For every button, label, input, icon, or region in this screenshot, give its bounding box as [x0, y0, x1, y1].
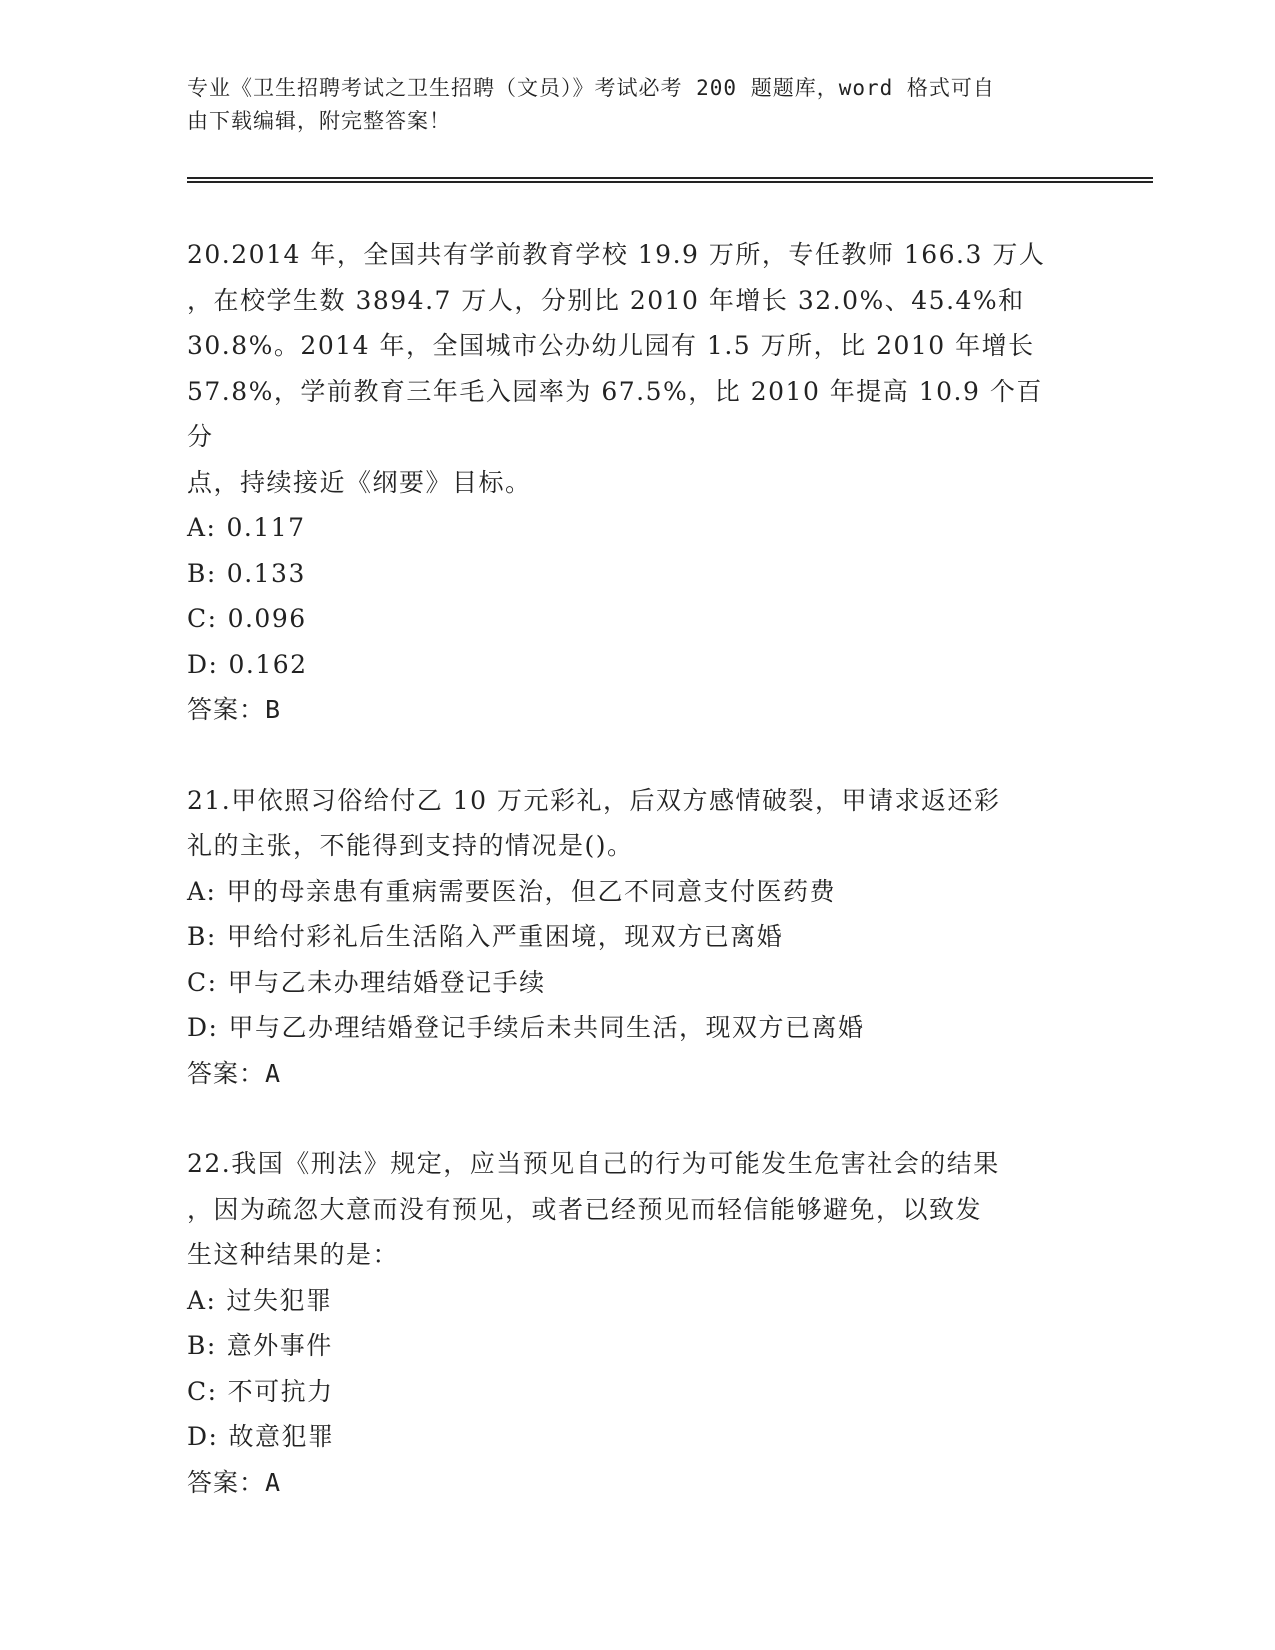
- option-text: 甲给付彩礼后生活陷入严重困境，现双方已离婚: [226, 922, 784, 951]
- question-stem: [187, 778, 1067, 869]
- question-list: [187, 232, 1067, 1505]
- stem-line: ，因为疏忽大意而没有预见，或者已经预见而轻信能够避免，以致发: [187, 1194, 983, 1224]
- option-d: [187, 642, 1067, 688]
- stem-line: 生这种结果的是：: [187, 1240, 400, 1269]
- option-key: B:: [187, 1331, 217, 1360]
- option-d: [187, 1414, 1067, 1460]
- question-22: [187, 1141, 1067, 1505]
- option-key: C:: [187, 604, 218, 633]
- question-stem: [187, 232, 1067, 505]
- option-text: 过失犯罪: [226, 1285, 333, 1315]
- option-a: [187, 1278, 1067, 1324]
- stem-line: 点，持续接近《纲要》目标。: [187, 467, 532, 497]
- header-divider: [187, 177, 1153, 183]
- answer-line: 答案：B: [187, 695, 282, 724]
- option-text: 甲的母亲患有重病需要医治，但乙不同意支付医药费: [226, 876, 836, 906]
- option-b: [187, 551, 1067, 597]
- option-key: B:: [187, 558, 217, 588]
- question-20: [187, 232, 1067, 733]
- option-key: D:: [187, 1013, 219, 1042]
- option-text: 不可抗力: [227, 1376, 334, 1406]
- option-text: 0.133: [226, 558, 306, 588]
- option-c: [187, 960, 1067, 1006]
- stem-line: 57.8%，学前教育三年毛入园率为 67.5%，比 2010 年提高 10.9 个百分: [187, 376, 1043, 451]
- option-key: B:: [187, 922, 217, 951]
- option-text: 甲与乙未办理结婚登记手续: [227, 967, 546, 997]
- question-stem: [187, 1141, 1067, 1278]
- option-b: [187, 1323, 1067, 1369]
- option-key: D:: [187, 1422, 219, 1451]
- option-a: [187, 505, 1067, 551]
- option-d: [187, 1005, 1067, 1051]
- stem-line: 22.我国《刑法》规定，应当预见自己的行为可能发生危害社会的结果: [187, 1149, 1000, 1178]
- header-line-2: 由下载编辑，附完整答案！: [187, 109, 451, 133]
- stem-line: 21.甲依照习俗给付乙 10 万元彩礼，后双方感情破裂，甲请求返还彩: [187, 785, 1001, 815]
- question-21: [187, 778, 1067, 1097]
- option-key: A:: [187, 876, 217, 906]
- answer-line: 答案：A: [187, 1467, 282, 1497]
- option-text: 故意犯罪: [228, 1422, 335, 1451]
- answer-line: 答案：A: [187, 1058, 282, 1088]
- option-c: [187, 1369, 1067, 1415]
- stem-line: 礼的主张，不能得到支持的情况是()。: [187, 831, 634, 860]
- stem-line: 30.8%。2014 年，全国城市公办幼儿园有 1.5 万所，比 2010 年增长: [187, 331, 1035, 360]
- option-text: 意外事件: [226, 1331, 333, 1360]
- option-key: D:: [187, 649, 219, 679]
- option-a: [187, 869, 1067, 915]
- option-key: C:: [187, 967, 218, 997]
- document-header: [187, 72, 1067, 138]
- option-text: 0.117: [226, 513, 306, 542]
- option-key: A:: [187, 513, 217, 542]
- header-line-1: 专业《卫生招聘考试之卫生招聘（文员）》考试必考 200 题题库，word 格式可自: [187, 76, 995, 100]
- option-c: [187, 596, 1067, 642]
- option-b: [187, 914, 1067, 960]
- option-key: A:: [187, 1285, 217, 1315]
- stem-line: ，在校学生数 3894.7 万人，分别比 2010 年增长 32.0%、45.4%和: [187, 285, 1025, 315]
- option-text: 0.162: [228, 649, 308, 679]
- option-text: 甲与乙办理结婚登记手续后未共同生活，现双方已离婚: [228, 1013, 865, 1042]
- option-key: C:: [187, 1376, 218, 1406]
- option-text: 0.096: [227, 604, 307, 633]
- stem-line: 20.2014 年，全国共有学前教育学校 19.9 万所，专任教师 166.3 万人: [187, 240, 1046, 269]
